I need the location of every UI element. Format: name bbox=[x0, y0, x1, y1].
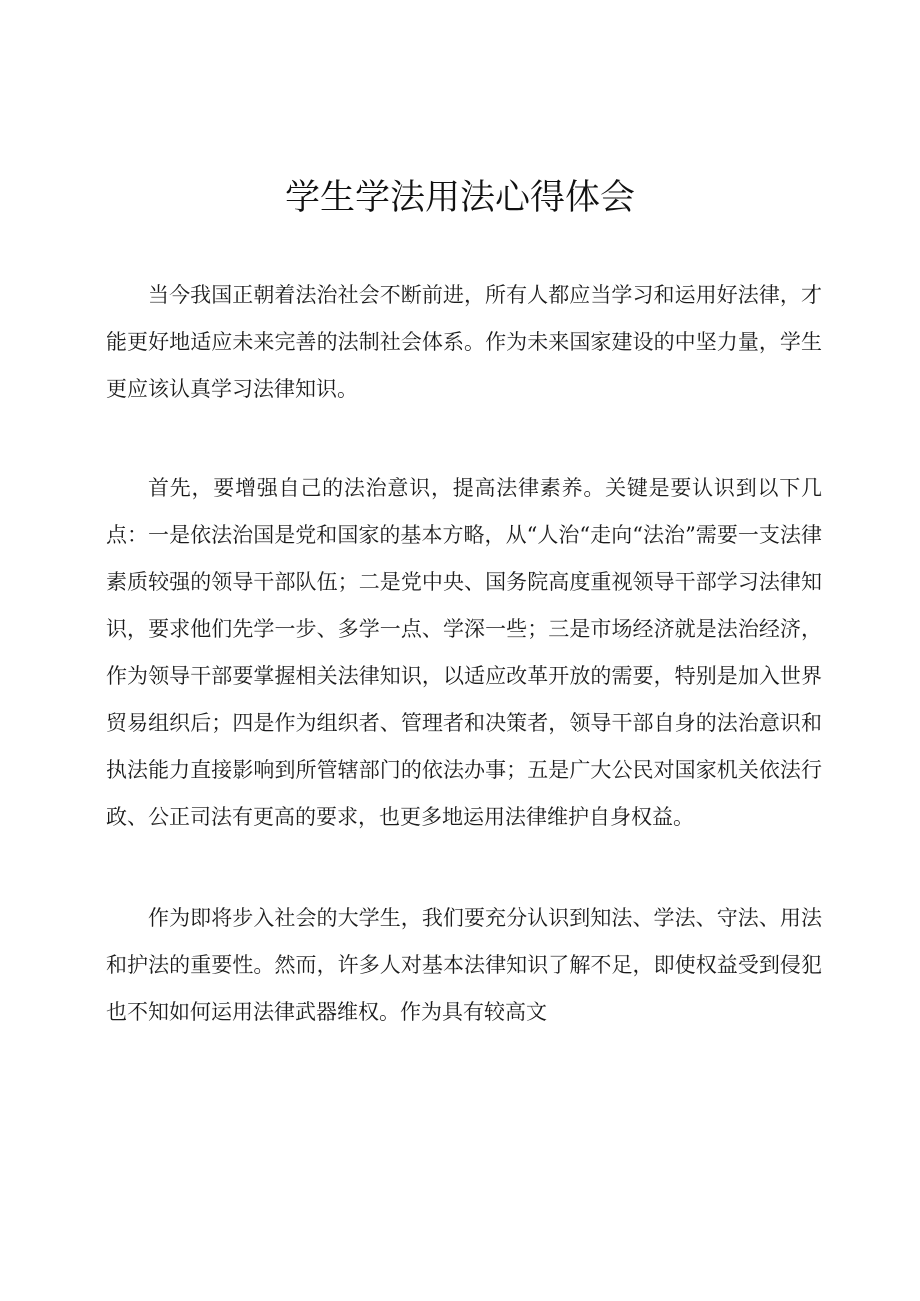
paragraph-legal-awareness: 首先，要增强自己的法治意识，提高法律素养。关键是要认识到以下几点：一是依法治国是党和国家的基本方略，从“人治“走向“法治”需要一支法律素质较强的领导干部队伍；二是党中央、国务院高度重视领导干部学习法律知识，要求他们先学一步、多学一点、学深一些；三是市场经济就是法治经济，作为领导干部要掌握相关法律知识，以适应改革开放的需要，特别是加入世界贸易组织后；四是作为组织者、管理者和决策者，领导干部自身的法治意识和执法能力直接影响到所管辖部门的依法办事；五是广大公民对国家机关依法行政、公正司法有更高的要求，也更多地运用法律维护自身权益。 bbox=[106, 476, 822, 829]
document-title: 学生学法用法心得体会 bbox=[284, 178, 635, 218]
paragraph-intro: 当今我国正朝着法治社会不断前进，所有人都应当学习和运用好法律，才能更好地适应未来完善的法制社会体系。作为未来国家建设的中坚力量，学生更应该认真学习法律知识。 bbox=[106, 283, 822, 401]
paragraph-students-role: 作为即将步入社会的大学生，我们要充分认识到知法、学法、守法、用法和护法的重要性。然而，许多人对基本法律知识了解不足，即使权益受到侵犯也不知如何运用法律武器维权。作为具有较高文 bbox=[106, 906, 822, 1024]
